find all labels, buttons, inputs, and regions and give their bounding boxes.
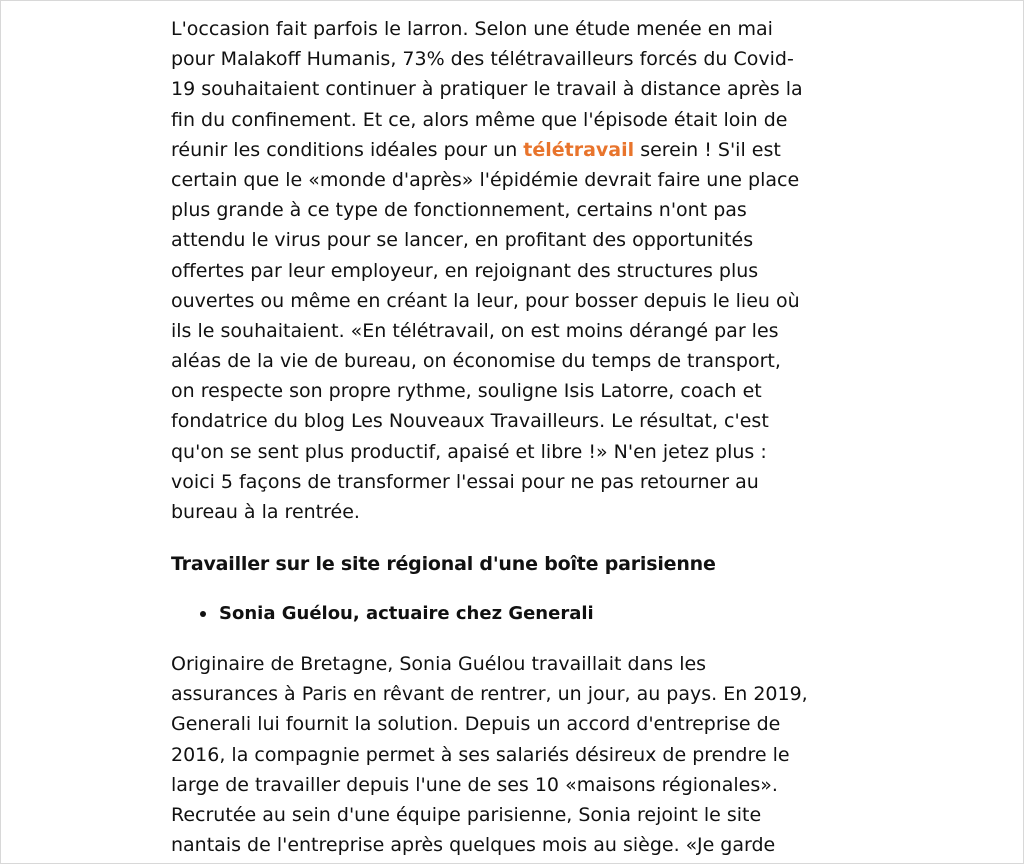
bullet-text: Sonia Guélou, actuaire chez Generali [219, 603, 594, 624]
text-line: large de travailler depuis l'une de ses 10 «maisons régionales». [171, 773, 778, 796]
text-line: nantais de l'entreprise après quelques mois au siège. «Je garde [171, 834, 776, 857]
intro-paragraph [171, 14, 803, 527]
text-line: fin du confinement. Et ce, alors même que l'épisode était loin de [171, 108, 788, 131]
text-fragment: réunir les conditions idéales pour un [171, 138, 524, 161]
text-line-with-link [171, 135, 803, 165]
text-line: fondatrice du blog Les Nouveaux Travailleurs. Le résultat, c'est [171, 410, 769, 433]
bullet-dot-icon [200, 611, 206, 617]
text-line: on respecte son propre rythme, souligne Isis Latorre, coach et [171, 380, 762, 403]
text-line: pour Malakoff Humanis, 73% des télétravailleurs forcés du Covid- [171, 48, 794, 71]
text-line: certain que le «monde d'après» l'épidémie devrait faire une place [171, 168, 800, 191]
text-line: 2016, la compagnie permet à ses salariés désireux de prendre le [171, 743, 790, 766]
text-line: plus grande à ce type de fonctionnement, certains n'ont pas [171, 199, 747, 222]
text-line: voici 5 façons de transformer l'essai pour ne pas retourner au [171, 470, 759, 493]
teletravail-link[interactable]: télétravail [523, 138, 635, 161]
section-heading: Travailler sur le site régional d'une boîte parisienne [171, 553, 716, 575]
list-item [171, 599, 594, 629]
text-line: assurances à Paris en rêvant de rentrer, un jour, au pays. En 2019, [171, 683, 808, 706]
text-fragment: serein ! S'il est [634, 138, 781, 161]
text-line: 19 souhaitaient continuer à pratiquer le travail à distance après la [171, 78, 803, 101]
text-line: bureau à la rentrée. [171, 501, 360, 523]
text-line: aléas de la vie de bureau, on économise du temps de transport, [171, 350, 781, 373]
bullet-list [171, 599, 594, 629]
text-line: ouvertes ou même en créant la leur, pour bosser depuis le lieu où [171, 289, 800, 312]
text-line: offertes par leur employeur, en rejoignant des structures plus [171, 259, 759, 282]
text-line: qu'on se sent plus productif, apaisé et libre !» N'en jetez plus : [171, 440, 767, 463]
text-line: ils le souhaitaient. «En télétravail, on est moins dérangé par les [171, 319, 779, 342]
text-line: Recrutée au sein d'une équipe parisienne, Sonia rejoint le site [171, 803, 762, 826]
text-line: attendu le virus pour se lancer, en profitant des opportunités [171, 229, 754, 252]
text-line: L'occasion fait parfois le larron. Selon une étude menée en mai [171, 18, 773, 40]
body-paragraph [171, 649, 808, 860]
text-line: Originaire de Bretagne, Sonia Guélou travaillait dans les [171, 653, 707, 675]
text-line: Generali lui fournit la solution. Depuis un accord d'entreprise de [171, 713, 781, 736]
